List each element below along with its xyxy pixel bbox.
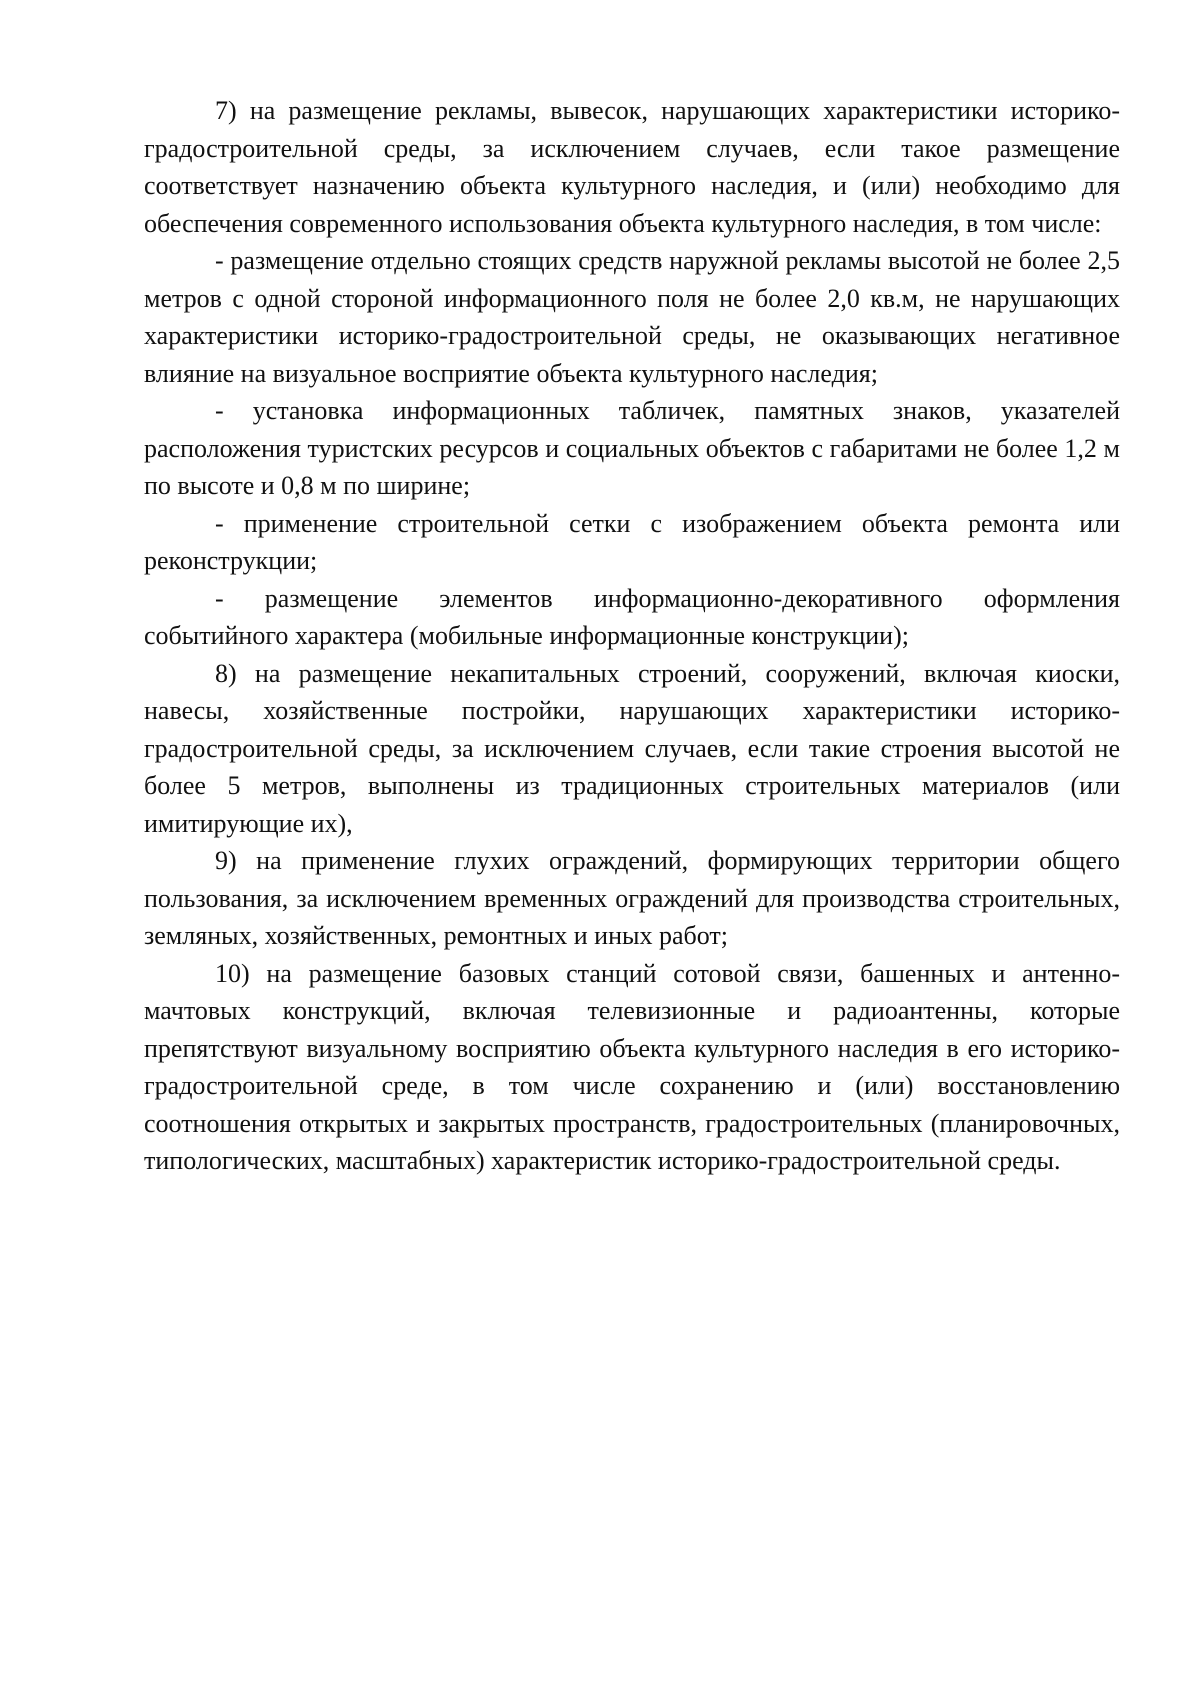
paragraph-item-7: 7) на размещение рекламы, вывесок, нарушающих характеристики историко-градостроительной среды, за исключением случаев, если такое размещение соответствует назначению объекта культурного наследия, и (или) необходимо для обеспечения современного использования объекта культурного наследия, в том числе: [144,96,1120,238]
paragraph-item-10: 10) на размещение базовых станций сотовой связи, башенных и антенно-мачтовых конструкций, включая телевизионные и радиоантенны, которые препятствуют визуальному восприятию объекта культурного наследия в его историко-градостроительной среде, в том числе сохранению и (или) восстановлению соотношения открытых и закрытых пространств, градостроительных (планировочных, типологических, масштабных) характеристик историко-градостроительной среды. [144,958,1120,1175]
paragraph-event-decor: - размещение элементов информационно-декоративного оформления событийного характера (мобильные информационные конструкции); [144,583,1120,650]
paragraph-item-8: 8) на размещение некапитальных строений, сооружений, включая киоски, навесы, хозяйственные постройки, нарушающих характеристики историко-градостроительной среды, за исключением случаев, если такие строения высотой не более 5 метров, выполнены из традиционных строительных материалов (или имитирующие их), [144,658,1120,838]
paragraph-item-9: 9) на применение глухих ограждений, формирующих территории общего пользования, за исключением временных ограждений для производства строительных, земляных, хозяйственных, ремонтных и иных работ; [144,846,1120,950]
paragraph-construction-mesh: - применение строительной сетки с изображением объекта ремонта или реконструкции; [144,508,1120,575]
document-body [144,92,1120,1180]
paragraph-advertising-height: - размещение отдельно стоящих средств наружной рекламы высотой не более 2,5 метров с одной стороной информационного поля не более 2,0 кв.м, не нарушающих характеристики историко-градостроительной среды, не оказывающих негативное влияние на визуальное восприятие объекта культурного наследия; [144,246,1120,388]
paragraph-information-signs: - установка информационных табличек, памятных знаков, указателей расположения туристских ресурсов и социальных объектов с габаритами не более 1,2 м по высоте и 0,8 м по ширине; [144,396,1120,500]
